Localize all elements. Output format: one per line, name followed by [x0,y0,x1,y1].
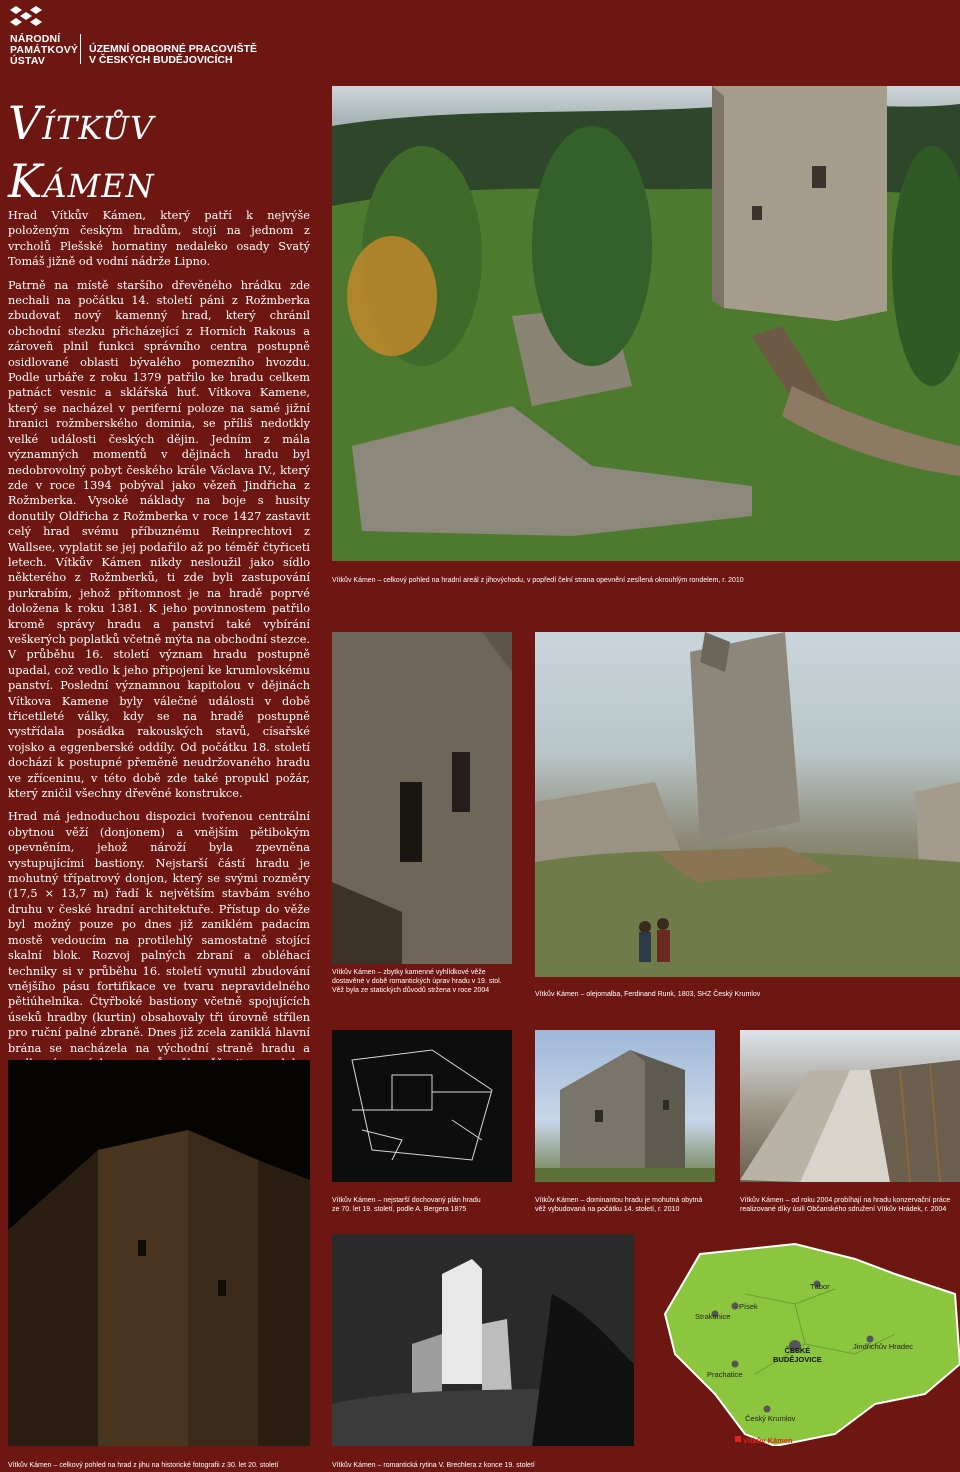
dept-name: ÚZEMNÍ ODBORNÉ PRACOVIŠTĚ V ČESKÝCH BUDĚJOVICÍCH [89,43,258,66]
npu-logo-icon [6,4,48,32]
paragraph-intro: Hrad Vítkův Kámen, který patří k nejvýše položeným českým hradům, stojí na jednom z vrcholů Plešské hornatiny nedaleko osady Svatý Tomáš jižně od vodní nádrže Lipno. [8,209,310,269]
painting-illustration [535,632,960,977]
map-label-ceske-budejovice: ČESKÉ BUDĚJOVICE [773,1346,822,1364]
caption-plan: Vítkův Kámen – nejstarší dochovaný plán hradu ze 70. let 19. století, podle A. Bergera 1875 [332,1197,481,1213]
paragraph-history: Patrně na místě staršího dřevěného hrádku zde nechali na počátku 14. století páni z Rožmberka zbudovat nový kamenný hrad, který chránil obchodní stezku přicházející z Horních Rakous a zároveň plnil funkci správního centra postupně osidlované oblasti bývalého pomezního hvozdu. Podle urbáře z roku 1379 patřilo ke hradu celkem patnáct vesnic a sklářská huť. Vítkova Kamene, který se nacházel v periferní poloze na samé jižní hranici rožmberského dominia, se příliš nedotkly velké události českých dějin. Jedním z mála významných momentů v dějinách hradu byl nedobrovolný pobyt českého krále Václava IV., který zde v roce 1394 pobýval jako vězeň Jindřicha z Rožmberka. Vysoké náklady na boje s husity donutily Oldřicha z Rožmberka v roce 1427 zastavit celý hrad svému příbuznému Reinprechtovi z Wallsee, vyplatit se jej podařilo až po téměř čtyřiceti letech. Vítkův Kámen nikdy nesloužil jako sídlo některého z Rožmberků, ti zde byli zastupování purkrabím, jehož přítomnost je na hradě poprvé doložena k roku 1381. K jeho povinnostem patřilo kromě správy hradu a panství také vybírání veškerých poplatků včetně mýta na obchodní stezce. V průběhu 16. století význam hradu postupně upadal, což vedlo k jeho připojení ke krumlovskému panství. Poslední významnou kapitolou v dějinách Vítkova Kamene byly válečné události v době třicetileté války, kdy se na hradě postupně vystřídala posádka rakouských stavů, císařské vojsko a eggenberské oddíly. Od počátku 18. století dochází k postupné přeměně neudržovaného hradu ve zříceninu, v této době zde také propukl požár, který zničil všechny dřevěné konstrukce. [8,278,311,801]
map-label-pisek: Písek [739,1302,758,1311]
photo-donjon [535,1030,715,1182]
engraving-illustration [332,1234,634,1446]
photo-engraving [332,1234,634,1446]
plan-drawing-illustration [332,1030,512,1182]
photo-castle-plan [332,1030,512,1182]
header-divider [80,34,81,64]
photo-conservation-works [740,1030,960,1182]
map-label-jindrichuv-hradec: Jindřichův Hradec [853,1342,914,1351]
map-label-tabor: Tábor [810,1282,830,1291]
ruin-wall-illustration [332,632,512,964]
photo-historic-night [8,1060,310,1446]
page-title: Vítkův Kámen [8,96,155,208]
photo-aerial-castle [332,86,960,561]
photo-oil-painting [535,632,960,977]
castle-aerial-illustration [332,86,960,561]
org-name: NÁRODNÍ PAMÁTKOVÝ ÚSTAV [10,33,79,67]
caption-works: Vítkův Kámen – od roku 2004 probíhají na hradu konzervační práce realizované díky úsilí Občanského sdružení Vítkův Hrádek, r. 2004 [740,1197,951,1213]
conservation-illustration [740,1030,960,1182]
caption-night: Vítkův Kámen – celkový pohled na hrad z jihu na historické fotografii z 30. let 20. století [8,1462,279,1469]
caption-engraving: Vítkův Kámen – romantická rytina V. Brechlera z konce 19. století [332,1462,535,1469]
map-label-cesky-krumlov: Český Krumlov [745,1414,796,1423]
caption-ruin: Vítkův Kámen – zbytky kamenné vyhlídkové věže dostavěné v době romantických úprav hradu v 19. stol. Věž byla ze statických důvodů stržena v roce 2004 [332,969,502,994]
caption-painting: Vítkův Kámen – olejomalba, Ferdinand Runk, 1803, SHZ Český Krumlov [535,991,761,998]
donjon-illustration [535,1030,715,1182]
map-label-prachatice: Prachatice [707,1370,743,1379]
caption-aerial: Vítkův Kámen – celkový pohled na hradní areál z jihovýchodu, v popředí čelní strana opevnění zesílená okrouhlým rondelem, r. 2010 [332,577,744,584]
historic-castle-illustration [8,1060,310,1446]
photo-ruin-tower [332,632,512,964]
map-label-strakonice: Strakonice [695,1312,731,1321]
south-bohemia-map [655,1234,960,1446]
map-label-vitkuv-kamen: Vítkův Kámen [743,1436,793,1445]
caption-tower: Vítkův Kámen – dominantou hradu je mohutná obytná věž vybudovaná na počátku 14. století, r. 2010 [535,1197,703,1213]
paragraph-architecture: Hrad má jednoduchou dispozici tvořenou centrální obytnou věží (donjonem) a vnějším pětibokým opevněním, jehož nároží byla zpevněna vystupujícími bastiony. Nejstarší částí hradu je mohutný třípatrový donjon, který se svými rozměry (17,5 × 13,7 m) řadí k největším stavbám svého druhu v české hradní architektuře. Přístup do věže byl možný pouze po dnes již zaniklém padacím mostě vedoucím na protilehlý samostatně stojící skalní blok. Rozvoj palných zbraní a obléhací techniky si v průběhu 16. století vynutil zbudování vnějšího pásu fortifikace ve tvaru nepravidelného pětiúhelníka. Čtyřboké bastiony včetně spojujících úseků hradby (kurtin) obsahovaly tři úrovně střílen pro ruční palné zbraně. Dnes již zcela zaniklá hlavní brána se nacházela na východní straně hradu a [8,810,310,1055]
region-map [655,1234,960,1446]
